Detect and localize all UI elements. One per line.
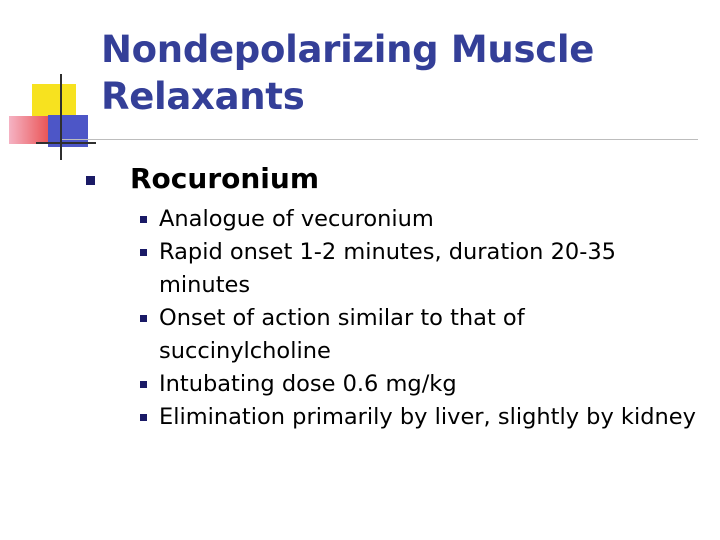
list-item bbox=[140, 368, 700, 401]
list-item-text: Intubating dose 0.6 mg/kg bbox=[159, 371, 457, 397]
title-divider bbox=[62, 139, 698, 140]
square-bullet-icon bbox=[140, 216, 147, 223]
list-item-text: Rapid onset 1-2 minutes, duration 20-35 minutes bbox=[159, 239, 616, 298]
list-item bbox=[140, 203, 700, 236]
decorative-vertical-line bbox=[60, 74, 62, 160]
list-item bbox=[140, 401, 700, 434]
decorative-horizontal-line bbox=[36, 142, 96, 144]
square-bullet-icon bbox=[140, 381, 147, 388]
list-item-text: Onset of action similar to that of succinylcholine bbox=[159, 305, 525, 364]
square-bullet-icon bbox=[86, 176, 95, 185]
slide-title: Nondepolarizing Muscle Relaxants bbox=[101, 28, 595, 118]
list-item bbox=[140, 302, 700, 368]
square-bullet-icon bbox=[140, 414, 147, 421]
list-item-text: Elimination primarily by liver, slightly by kidney bbox=[159, 404, 696, 430]
bullet-heading: Rocuronium bbox=[130, 162, 320, 195]
list-item bbox=[140, 236, 700, 302]
square-bullet-icon bbox=[140, 249, 147, 256]
list-item-text: Analogue of vecuronium bbox=[159, 206, 434, 232]
square-bullet-icon bbox=[140, 315, 147, 322]
sub-bullet-list bbox=[140, 203, 700, 434]
